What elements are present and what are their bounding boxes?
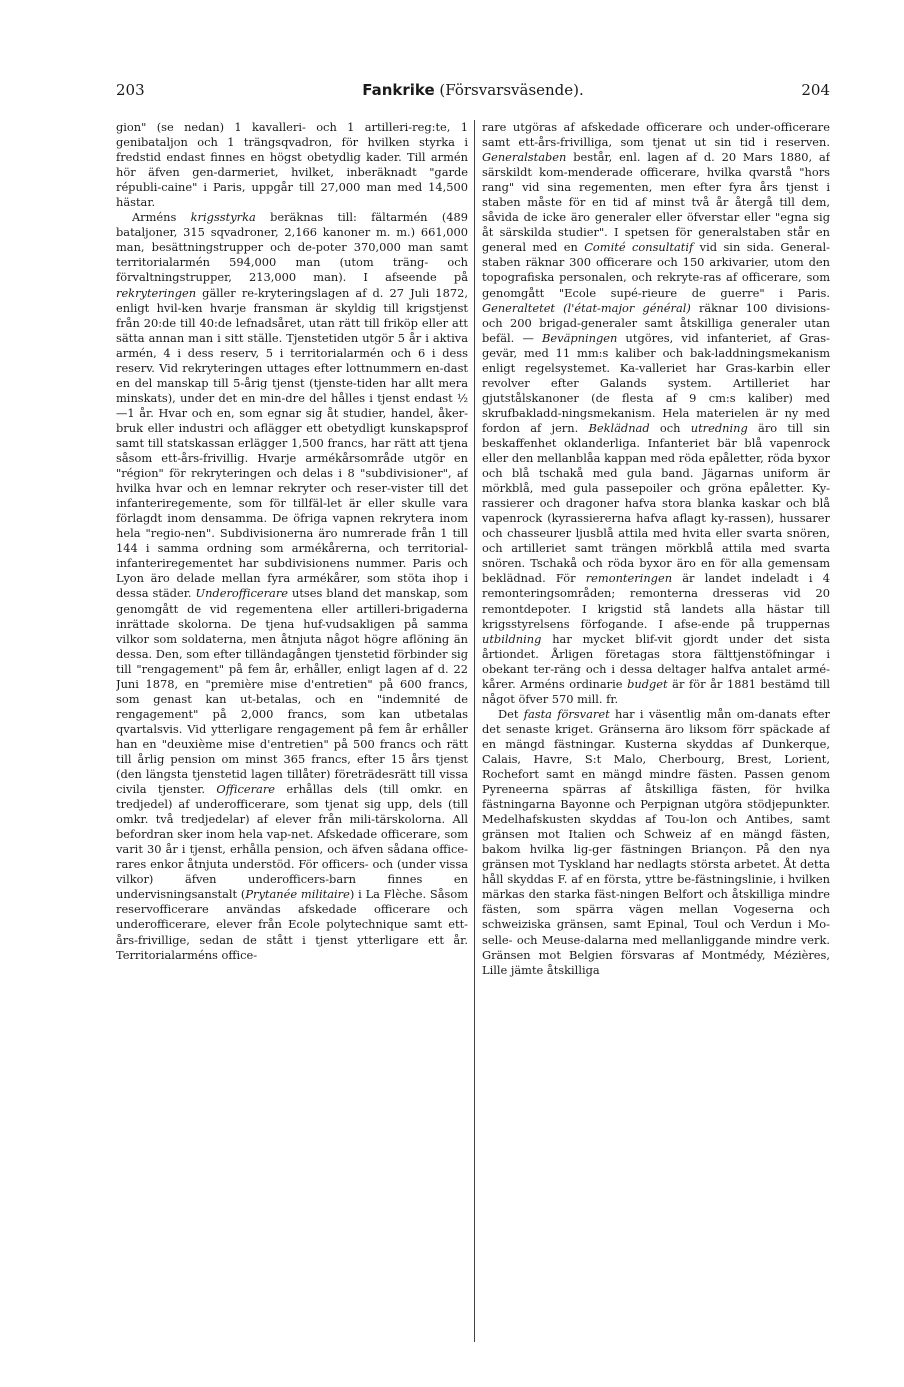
text-run: äro till sin beskaffenhet oklanderliga. Infanteriet bär blå vapenrock eller den mellanblåa kappan med röda epåletter, röda byxor och blå tschakå med gula band. Jägarnas uniform är mörkblå, med gula passepoiler och gröna epåletter. Ky-rassierer och dragoner hafva stora blanka kaskar och blå vapenrock (kyrassiererna hafva aflagt ky-rassen), hussarer och chasseurer ljusblå attila med hvita eller svarta snören, och artilleriet samt trängen mörkblå attila med svarta snören. Tschakå och röda byxor äro en för alla gemensam beklädnad. För (482, 420, 830, 586)
header-title-subtitle: (Försvarsväsende). (434, 81, 584, 99)
running-header (116, 78, 830, 102)
italic-term: budget (627, 676, 668, 691)
italic-term: Underofficerare (195, 586, 289, 601)
italic-term: fasta försvaret (523, 706, 610, 721)
header-title-keyword: Fankrike (362, 81, 435, 99)
italic-term: Prytanée militaire (245, 887, 350, 902)
text-run: och (649, 420, 691, 435)
italic-term: remonteringen (585, 571, 673, 586)
text-run: består, enl. lagen af d. 20 Mars 1880, af särskildt kom-menderade officerare, hvilka qvarstå "hors rang" vid sina regementen, men efter fyra års tjenst i staben måste för en tid af minst två år återgå till dem, såvida de icke äro generaler eller öfverstar eller "egna sig åt särskilda studier". I spetsen för generalstaben står en general med en (482, 150, 830, 255)
text-run: gion" (se nedan) 1 kavalleri- och 1 artilleri-reg:te, 1 genibataljon och 1 trängsqvadron, för hvilken styrka i fredstid endast finnes en högst obetydlig kader. Till armén hör äfven gen-darmeriet, hvilket, inberäknadt "garde républi-caine" i Paris, uppgår till 27,000 man med 14,500 hästar. (116, 120, 468, 210)
header-title (116, 78, 830, 102)
paragraph (482, 120, 830, 707)
paragraph (482, 707, 830, 978)
text-run: har mycket blif-vit gjordt under det sista årtiondet. Årligen företagas stora fälttjenstöfningar i obekant ter-räng och i dessa deltager halfva antalet armé-kårer. Arméns ordinarie (482, 631, 830, 691)
text-run: beräknas till: fältarmén (489 bataljoner, 315 sqvadroner, 2,166 kanoner m. m.) 661,000 man, besättningstrupper och de-poter 370,000 man samt territorialarmén 594,000 man (utom träng- och förvaltningstrupper, 213,000 man). I afseende på (116, 210, 468, 285)
column-divider (474, 120, 475, 1342)
italic-term: Beväpningen (542, 330, 618, 345)
text-run: rare utgöras af afskedade officerare och under-officerare samt ett-års-frivilliga, som tjenat ut sin tid i reserven. (482, 120, 830, 150)
text-run: utgöres, vid infanteriet, af Gras-gevär, med 11 mm:s kaliber och bak-laddningsmekanism enligt regelsystemet. Ka-valleriet har Gras-karbin eller revolver efter Galands system. Artilleriet har gjutstålskanoner (de flesta af 9 cm:s kaliber) med skrufbakladd-ningsmekanism. Hela materielen är ny med fordon af jern. (482, 330, 830, 435)
page-number-left: 203 (116, 81, 145, 99)
text-run: räknar 100 divisions- och 200 brigad-generaler samt åtskilliga generaler utan befäl. — (482, 300, 830, 345)
italic-term: Generaltetet (l'état-major général) (482, 300, 691, 315)
text-run: gäller re-kryteringslagen af d. 27 Juli 1872, enligt hvil-ken hvarje fransman är skyldig till krigstjenst från 20:de till 40:de lefnadsåret, utan rätt till friköp eller att sätta annan man i sitt ställe. Tjenstetiden utgör 5 år i aktiva armén, 4 i dess reserv, 5 i territorialarmén och 6 i dess reserv. Vid rekryteringen uttages efter lottnummern en-dast en del manskap till 5-årig tjenst (tjenste-tiden har allt mera minskats), under det en min-dre del hålles i tjenst endast ½—1 år. Hvar och en, som egnar sig åt studier, handel, åker-bruk eller industri och aflägger ett obetydligt kunskapsprof samt till statskassan erlägger 1,500 francs, har rätt att tjena såsom ett-års-frivillig. Hvarje armékårsområde utgör en "région" för rekryteringen och delas i 8 "subdivisioner", af hvilka hvar och en lemnar rekryter och reser-vister till det infanteriregemente, som för tillfäl-let är eller skulle vara förlagdt inom densamma. De öfriga vapnen rekrytera inom hela "regio-nen". Subdivisionerna äro numrerade från 1 till 144 i samma ordning som armékårerna, och territorial-infanteriregementet har subdivisionens nummer. Paris och Lyon äro delade mellan fyra armékårer, som stöta ihop i dessa städer. (116, 285, 468, 601)
italic-term: utredning (690, 420, 748, 435)
text-run: utses bland det manskap, som genomgått de vid regementena eller artilleri-brigaderna inrättade skolorna. De tjena huf-vudsakligen på samma vilkor som soldaterna, men åtnjuta något högre aflöning än dessa. Den, som efter tilländagången tjenstetid förbinder sig till "rengagement" på fem år, erhåller, enligt lagen af d. 22 Juni 1878, en "première mise d'entretien" på 600 francs, som genast kan ut-betalas, och en "indemnité de rengagement" på 2,000 francs, som kan utbetalas qvartalsvis. Vid ytterligare rengagement på fem år erhåller han en "deuxième mise d'entretien" på 500 francs och rätt till årlig pension om minst 365 francs, efter 15 års tjenst (den längsta tjenstetid lagen tillåter) företrädesrätt till vissa civila tjenster. (116, 586, 468, 797)
text-run: har i väsentlig mån om-danats efter det senaste kriget. Gränserna äro liksom förr späckade af en mängd fästningar. Kusterna skyddas af Dunkerque, Calais, Havre, S:t Malo, Cherbourg, Brest, Lorient, Rochefort samt en mängd mindre fästen. Passen genom Pyreneerna spärras af åtskilliga fästen, för hvilka fästningarna Bayonne och Perpignan utgöra stödjepunkter. Medelhafskusten skyddas af Tou-lon och Antibes, samt gränsen mot Italien och Schweiz af en mängd fästen, bakom hvilka lig-ger fästningen Briançon. På den nya gränsen mot Tyskland har nedlagts största arbetet. Åt detta håll skyddas F. af en första, yttre be-fästningslinie, i hvilken märkas den starka fäst-ningen Belfort och åtskilliga mindre fästen, som spärra vägen mellan Vogeserna och schweiziska gränsen, samt Epinal, Toul och Verdun i Mo-selle- och Meuse-dalarna med mellanliggande mindre verk. Gränsen mot Belgien försvaras af Montmédy, Mézières, Lille jämte åtskilliga (482, 706, 830, 977)
italic-term: Beklädnad (588, 420, 650, 435)
left-text-column (116, 120, 468, 1360)
text-run: ) i La Flèche. Såsom reservofficerare användas afskedade officerare och underofficerare, elever från Ecole polytechnique samt ett-års-frivillige, sedan de stått i tjenst ytterligare ett år. Territorialarméns office- (116, 887, 468, 962)
text-run: är för år 1881 bestämd till något öfver 570 mill. fr. (482, 676, 830, 706)
right-text-column (482, 120, 830, 1360)
italic-term: Generalstaben (482, 150, 567, 165)
text-run: Det (497, 706, 524, 721)
text-run: vid sin sida. General-staben räknar 300 officerare och 150 arkivarier, utom den topografiska personalen, och rekryte-ras af officerare, som genomgått "Ecole supé-rieure de guerre" i Paris. (482, 240, 830, 300)
text-run: erhållas dels (till omkr. en tredjedel) af underofficerare, som tjenat sig upp, dels (till omkr. två tredjedelar) af elever från mili-tärskolorna. All befordran sker inom hela vap-net. Afskedade officerare, som varit 30 år i tjenst, erhålla pension, och äfven sådana office-rares enkor åtnjuta understöd. För officers- och (under vissa vilkor) äfven underofficers-barn finnes en undervisningsanstalt ( (116, 782, 468, 902)
page-number-right: 204 (801, 81, 830, 99)
italic-term: Officerare (216, 782, 276, 797)
italic-term: Comité consultatif (584, 240, 694, 255)
paragraph (116, 210, 468, 962)
italic-term: krigsstyrka (190, 210, 256, 225)
italic-term: utbildning (482, 631, 542, 646)
text-run: är landet indeladt i 4 remonteringsområden; remonterna dresseras vid 20 remontdepoter. I krigstid stå landets alla hästar till krigsstyrelsens förfogande. I afse-ende på truppernas (482, 571, 830, 631)
italic-term: rekryteringen (116, 285, 197, 300)
paragraph (116, 120, 468, 210)
text-run: Arméns (131, 210, 191, 225)
